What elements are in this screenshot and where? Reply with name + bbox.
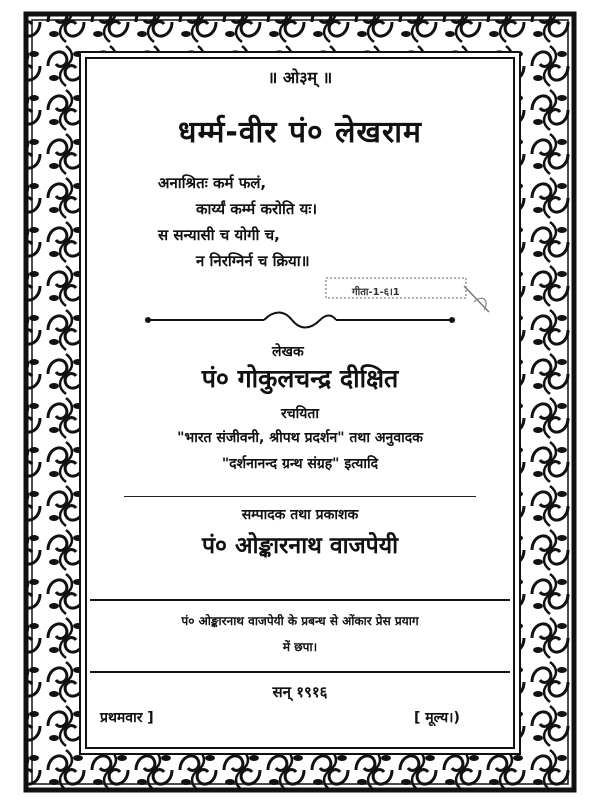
verse-line: स सन्यासी च योगी च, xyxy=(158,226,280,244)
publisher-label: सम्पादक तथा प्रकाशक xyxy=(241,507,359,523)
author-label: लेखक xyxy=(272,344,304,360)
book-title: धर्म्म-वीर पं० लेखराम xyxy=(178,115,422,150)
title-page-content xyxy=(84,58,516,748)
verse-citation: गीता-1-६।1 xyxy=(352,287,400,298)
publisher-name: पं० ओङ्कारनाथ वाजपेयी xyxy=(201,533,399,559)
divider xyxy=(124,496,476,497)
press-box xyxy=(90,599,510,673)
verse-line: न निरग्निर्न च क्रिया॥ xyxy=(196,252,310,270)
edition-label: प्रथमवार ] xyxy=(100,710,154,726)
press-info: पं० ओङ्कारनाथ वाजपेयी के प्रबन्ध से ओंकार प्रेस प्रयाग xyxy=(181,614,419,628)
press-info: में छपा। xyxy=(282,640,318,654)
author-works: "भारत संजीवनी, श्रीपथ प्रदर्शन" तथा अनुवादक xyxy=(177,430,423,446)
author-works: "दर्शनानन्द ग्रन्थ संग्रह" इत्यादि xyxy=(221,456,379,472)
author-name: पं० गोकुलचन्द्र दीक्षित xyxy=(201,364,399,393)
verse-line: कार्य्यं कर्म्म करोति यः। xyxy=(196,200,318,218)
om-invocation: ॥ ओ३म् ॥ xyxy=(267,68,333,87)
author-role: रचयिता xyxy=(281,406,319,422)
publication-year: सन् १९१६ xyxy=(272,683,328,701)
price-label: [ मूल्य।) xyxy=(414,710,460,726)
verse-line: अनाश्रितः कर्म फलं, xyxy=(158,174,267,192)
decorative-rule xyxy=(144,308,456,332)
